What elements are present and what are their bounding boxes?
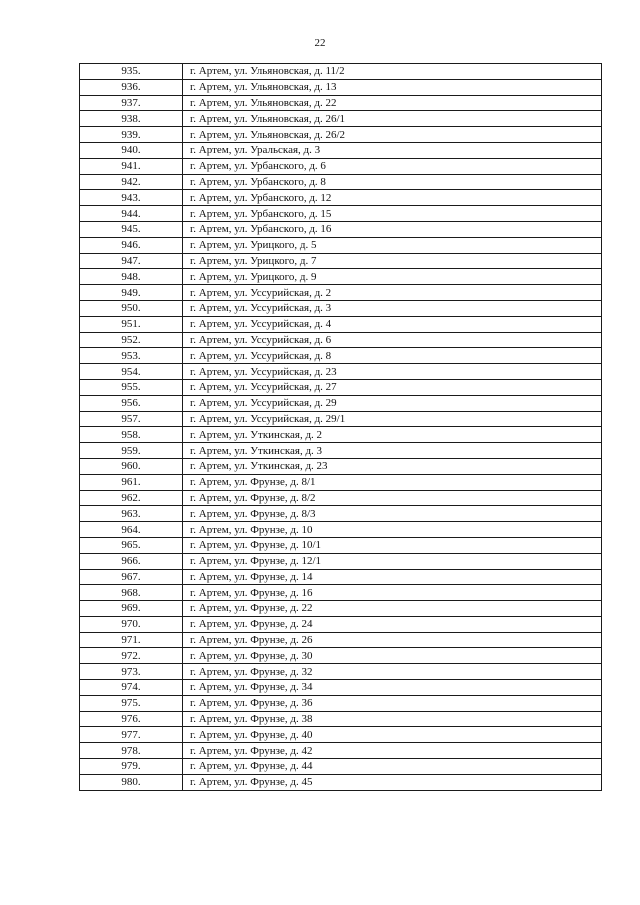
- row-number: 973.: [80, 664, 183, 680]
- row-number: 959.: [80, 443, 183, 459]
- row-number: 939.: [80, 127, 183, 143]
- row-number: 937.: [80, 95, 183, 111]
- row-address: г. Артем, ул. Уральская, д. 3: [183, 142, 602, 158]
- table-row: [80, 443, 602, 459]
- row-number: 964.: [80, 522, 183, 538]
- row-address: г. Артем, ул. Фрунзе, д. 36: [183, 695, 602, 711]
- row-address: г. Артем, ул. Фрунзе, д. 10/1: [183, 537, 602, 553]
- row-number: 960.: [80, 458, 183, 474]
- row-number: 954.: [80, 364, 183, 380]
- table-row: [80, 221, 602, 237]
- row-address: г. Артем, ул. Урбанского, д. 12: [183, 190, 602, 206]
- row-address: г. Артем, ул. Уссурийская, д. 27: [183, 379, 602, 395]
- table-row: [80, 285, 602, 301]
- row-number: 956.: [80, 395, 183, 411]
- table-row: [80, 411, 602, 427]
- row-address: г. Артем, ул. Фрунзе, д. 8/2: [183, 490, 602, 506]
- row-address: г. Артем, ул. Фрунзе, д. 22: [183, 601, 602, 617]
- table-row: [80, 727, 602, 743]
- table-row: [80, 616, 602, 632]
- row-address: г. Артем, ул. Уссурийская, д. 29/1: [183, 411, 602, 427]
- page-number: 22: [314, 37, 326, 49]
- table-row: [80, 395, 602, 411]
- table-row: [80, 142, 602, 158]
- table-row: [80, 158, 602, 174]
- table-row: [80, 332, 602, 348]
- row-number: 935.: [80, 64, 183, 80]
- table-row: [80, 348, 602, 364]
- row-number: 968.: [80, 585, 183, 601]
- table-row: [80, 190, 602, 206]
- row-address: г. Артем, ул. Урбанского, д. 8: [183, 174, 602, 190]
- table-row: [80, 680, 602, 696]
- table-row: [80, 648, 602, 664]
- row-number: 978.: [80, 743, 183, 759]
- row-number: 953.: [80, 348, 183, 364]
- row-address: г. Артем, ул. Ульяновская, д. 26/1: [183, 111, 602, 127]
- row-number: 962.: [80, 490, 183, 506]
- row-number: 966.: [80, 553, 183, 569]
- table-row: [80, 711, 602, 727]
- row-address: г. Артем, ул. Фрунзе, д. 38: [183, 711, 602, 727]
- row-number: 941.: [80, 158, 183, 174]
- table-row: [80, 379, 602, 395]
- table-row: [80, 253, 602, 269]
- row-address: г. Артем, ул. Фрунзе, д. 40: [183, 727, 602, 743]
- row-address: г. Артем, ул. Фрунзе, д. 32: [183, 664, 602, 680]
- table-row: [80, 458, 602, 474]
- row-address: г. Артем, ул. Ульяновская, д. 11/2: [183, 64, 602, 80]
- row-number: 980.: [80, 774, 183, 790]
- table-row: [80, 427, 602, 443]
- row-number: 950.: [80, 300, 183, 316]
- table-row: [80, 474, 602, 490]
- row-address: г. Артем, ул. Уссурийская, д. 8: [183, 348, 602, 364]
- table-row: [80, 537, 602, 553]
- address-table: [79, 63, 602, 791]
- row-address: г. Артем, ул. Уссурийская, д. 23: [183, 364, 602, 380]
- row-address: г. Артем, ул. Уткинская, д. 3: [183, 443, 602, 459]
- table-row: [80, 316, 602, 332]
- table-row: [80, 127, 602, 143]
- row-number: 945.: [80, 221, 183, 237]
- table-row: [80, 522, 602, 538]
- table-row: [80, 743, 602, 759]
- table-row: [80, 364, 602, 380]
- row-address: г. Артем, ул. Фрунзе, д. 45: [183, 774, 602, 790]
- table-row: [80, 206, 602, 222]
- row-number: 979.: [80, 759, 183, 775]
- row-number: 936.: [80, 79, 183, 95]
- row-address: г. Артем, ул. Уссурийская, д. 29: [183, 395, 602, 411]
- row-number: 967.: [80, 569, 183, 585]
- row-number: 970.: [80, 616, 183, 632]
- table-row: [80, 695, 602, 711]
- row-address: г. Артем, ул. Фрунзе, д. 16: [183, 585, 602, 601]
- row-number: 942.: [80, 174, 183, 190]
- table-row: [80, 64, 602, 80]
- table-row: [80, 601, 602, 617]
- row-address: г. Артем, ул. Фрунзе, д. 24: [183, 616, 602, 632]
- row-number: 938.: [80, 111, 183, 127]
- address-table-body: [80, 64, 602, 791]
- row-address: г. Артем, ул. Фрунзе, д. 14: [183, 569, 602, 585]
- row-number: 965.: [80, 537, 183, 553]
- row-number: 940.: [80, 142, 183, 158]
- row-address: г. Артем, ул. Урицкого, д. 5: [183, 237, 602, 253]
- table-row: [80, 174, 602, 190]
- row-address: г. Артем, ул. Фрунзе, д. 44: [183, 759, 602, 775]
- row-number: 943.: [80, 190, 183, 206]
- row-address: г. Артем, ул. Уссурийская, д. 4: [183, 316, 602, 332]
- row-number: 949.: [80, 285, 183, 301]
- row-number: 972.: [80, 648, 183, 664]
- row-address: г. Артем, ул. Урицкого, д. 9: [183, 269, 602, 285]
- row-address: г. Артем, ул. Ульяновская, д. 22: [183, 95, 602, 111]
- table-row: [80, 269, 602, 285]
- row-number: 969.: [80, 601, 183, 617]
- table-row: [80, 300, 602, 316]
- row-address: г. Артем, ул. Уссурийская, д. 2: [183, 285, 602, 301]
- table-row: [80, 79, 602, 95]
- row-number: 961.: [80, 474, 183, 490]
- row-address: г. Артем, ул. Урицкого, д. 7: [183, 253, 602, 269]
- row-number: 946.: [80, 237, 183, 253]
- row-address: г. Артем, ул. Ульяновская, д. 26/2: [183, 127, 602, 143]
- table-row: [80, 95, 602, 111]
- table-row: [80, 111, 602, 127]
- row-number: 977.: [80, 727, 183, 743]
- row-number: 951.: [80, 316, 183, 332]
- row-address: г. Артем, ул. Уссурийская, д. 6: [183, 332, 602, 348]
- row-number: 952.: [80, 332, 183, 348]
- row-address: г. Артем, ул. Урбанского, д. 16: [183, 221, 602, 237]
- row-number: 974.: [80, 680, 183, 696]
- row-number: 955.: [80, 379, 183, 395]
- row-number: 944.: [80, 206, 183, 222]
- row-number: 958.: [80, 427, 183, 443]
- row-number: 948.: [80, 269, 183, 285]
- row-number: 947.: [80, 253, 183, 269]
- row-address: г. Артем, ул. Уткинская, д. 23: [183, 458, 602, 474]
- row-address: г. Артем, ул. Фрунзе, д. 34: [183, 680, 602, 696]
- table-row: [80, 553, 602, 569]
- row-address: г. Артем, ул. Фрунзе, д. 12/1: [183, 553, 602, 569]
- row-address: г. Артем, ул. Ульяновская, д. 13: [183, 79, 602, 95]
- table-row: [80, 585, 602, 601]
- row-address: г. Артем, ул. Фрунзе, д. 8/3: [183, 506, 602, 522]
- table-row: [80, 506, 602, 522]
- table-row: [80, 774, 602, 790]
- row-address: г. Артем, ул. Уссурийская, д. 3: [183, 300, 602, 316]
- row-address: г. Артем, ул. Урбанского, д. 15: [183, 206, 602, 222]
- row-address: г. Артем, ул. Фрунзе, д. 26: [183, 632, 602, 648]
- row-address: г. Артем, ул. Фрунзе, д. 8/1: [183, 474, 602, 490]
- row-address: г. Артем, ул. Уткинская, д. 2: [183, 427, 602, 443]
- row-address: г. Артем, ул. Фрунзе, д. 30: [183, 648, 602, 664]
- row-address: г. Артем, ул. Урбанского, д. 6: [183, 158, 602, 174]
- row-number: 957.: [80, 411, 183, 427]
- table-row: [80, 632, 602, 648]
- row-number: 963.: [80, 506, 183, 522]
- table-row: [80, 759, 602, 775]
- row-number: 976.: [80, 711, 183, 727]
- row-address: г. Артем, ул. Фрунзе, д. 42: [183, 743, 602, 759]
- table-row: [80, 569, 602, 585]
- row-address: г. Артем, ул. Фрунзе, д. 10: [183, 522, 602, 538]
- row-number: 975.: [80, 695, 183, 711]
- table-row: [80, 490, 602, 506]
- table-row: [80, 237, 602, 253]
- table-row: [80, 664, 602, 680]
- row-number: 971.: [80, 632, 183, 648]
